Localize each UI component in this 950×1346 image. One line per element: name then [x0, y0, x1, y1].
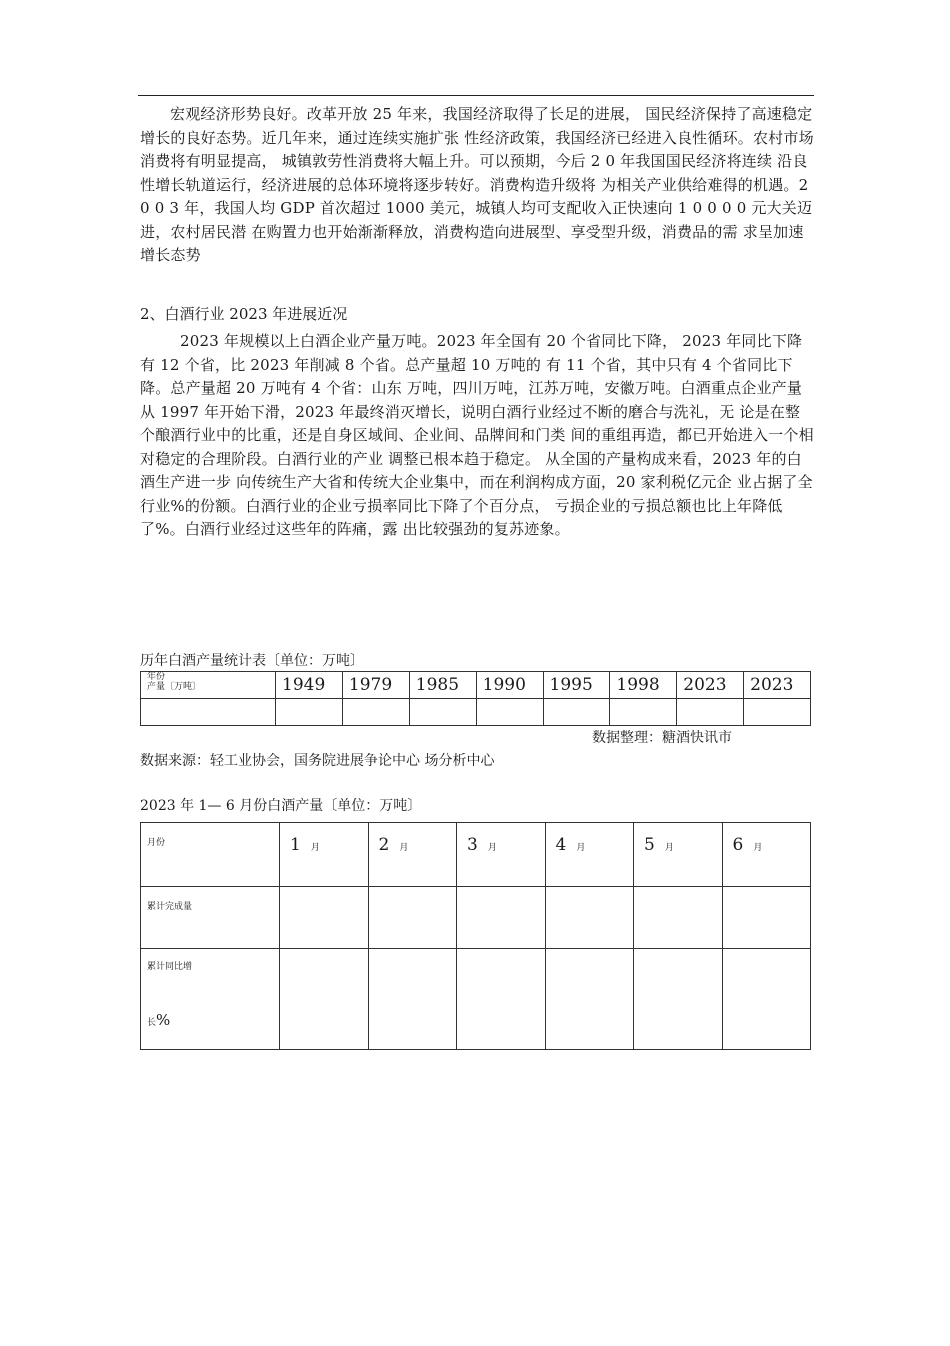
- cumulative-growth-label-tail: [147, 1011, 170, 1029]
- value-cell: [744, 699, 811, 726]
- month-cell: [368, 823, 457, 887]
- value-cell: [543, 699, 610, 726]
- value-cell: [545, 949, 634, 1050]
- year-cell: 1998: [610, 672, 677, 699]
- monthly-production-table: [140, 822, 811, 1050]
- table-row: [141, 699, 811, 726]
- month-number: 1: [290, 835, 301, 855]
- month-unit: 月: [576, 843, 586, 853]
- value-cell: [276, 699, 343, 726]
- body-paragraph: 2023 年规模以上白酒企业产量万吨。2023 年全国有 20 个省同比下降， 2023 年同比下降有 12 个省，比 2023 年削减 8 个省。总产量超 10 万吨的 有 11 个省，其中只有 4 个省同比下降。总产量超 20 万吨有 4 个省：山东 万吨，四川万吨，江苏万吨，安徽万吨。白酒重点企业产量从 1997 年开始下滑，2023 年最终消灭增长，说明白酒行业经过不断的磨合与洗礼，无 论是在整个酿酒行业中的比重，还是自身区域间、企业间、品牌间和门类 间的重组再造，都已开始进入一个相对稳定的合理阶段。白酒行业的产业 调整已根本趋于稳定。 从全国的产量构成来看，2023 年的白酒生产进一步 向传统生产大省和传统大企业集中，而在利润构成方面，20 家利税亿元企 业占据了全行业%的份额。白酒行业的企业亏损率同比下降了个百分点， 亏损企业的亏损总额也比上年降低了%。白酒行业经过这些年的阵痛，露 出比较强劲的复苏迹象。: [140, 332, 814, 538]
- value-cell: [634, 949, 723, 1050]
- intro-paragraph: 宏观经济形势良好。改革开放 25 年来，我国经济取得了长足的进展， 国民经济保持了高速稳定增长的良好态势。近几年来，通过连续实施扩张 性经济政策，我国经济已经进入良性循环。农村市场消费将有明显提高， 城镇敦劳性消费将大幅上升。可以预期，今后 2 0 年我国国民经济将连续 沿良性增长轨道运行，经济进展的总体环境将逐步转好。消费构造升级将 为相关产业供给难得的机遇。2 0 0 3 年，我国人均 GDP 首次超过 1000 美元，城镇人均可支配收入正快速向 1 0 0 0 0 元大关迈进，农村居民潜 在购置力也开始渐渐释放，消费构造向进展型、享受型升级，消费品的需 求呈加速增长态势: [140, 105, 814, 264]
- value-cell: [677, 699, 744, 726]
- month-header-label: 月份: [141, 823, 280, 887]
- value-cell: [457, 887, 546, 949]
- month-unit: 月: [753, 843, 763, 853]
- month-cell: [634, 823, 723, 887]
- value-cell: [368, 949, 457, 1050]
- year-cell: 1985: [409, 672, 476, 699]
- section-title: 2、白酒行业 2023 年进展近况: [140, 305, 348, 323]
- month-unit: 月: [487, 843, 497, 853]
- table-row: [141, 672, 811, 699]
- cumulative-output-label: 累计完成量: [141, 887, 280, 949]
- value-cell: [368, 887, 457, 949]
- cumulative-growth-label: 累计同比增: [147, 962, 193, 972]
- table-row: [141, 887, 811, 949]
- table1-caption: 历年白酒产量统计表〔单位：万吨〕: [140, 653, 364, 669]
- year-cell: 2023: [744, 672, 811, 699]
- value-cell: [610, 699, 677, 726]
- month-number: 4: [555, 835, 567, 855]
- value-cell: [280, 949, 369, 1050]
- header-cell: [141, 672, 276, 699]
- cumulative-growth-label-cell: [141, 949, 280, 1050]
- value-cell: [457, 949, 546, 1050]
- value-cell: [409, 699, 476, 726]
- growth-label-char: 长: [147, 1018, 157, 1028]
- month-cell: [457, 823, 546, 887]
- month-number: 2: [378, 835, 390, 855]
- month-number: 6: [732, 835, 744, 855]
- month-unit: 月: [310, 843, 320, 853]
- table-row: [141, 823, 811, 887]
- value-cell: [280, 887, 369, 949]
- month-cell: [722, 823, 811, 887]
- value-cell: [634, 887, 723, 949]
- table-row: [141, 949, 811, 1050]
- table2-caption: 2023 年 1— 6 月份白酒产量〔单位：万吨〕: [140, 798, 422, 814]
- data-compiler-note: 数据整理：糖酒快讯市: [592, 730, 732, 746]
- month-number: 5: [644, 835, 655, 855]
- year-cell: 2023: [677, 672, 744, 699]
- year-cell: 1990: [476, 672, 543, 699]
- header-output-label: 产量〔万吨〕: [147, 682, 202, 692]
- month-unit: 月: [664, 843, 674, 853]
- data-source-note: 数据来源：轻工业协会，国务院进展争论中心 场分析中心: [140, 753, 495, 769]
- month-cell: [545, 823, 634, 887]
- year-cell: 1995: [543, 672, 610, 699]
- value-cell: [141, 699, 276, 726]
- value-cell: [545, 887, 634, 949]
- annual-production-table: [140, 671, 811, 726]
- value-cell: [342, 699, 409, 726]
- month-number: 3: [467, 835, 478, 855]
- year-cell: 1979: [342, 672, 409, 699]
- value-cell: [722, 887, 811, 949]
- header-year-label: 年份: [147, 672, 166, 682]
- top-rule: [138, 95, 814, 96]
- value-cell: [722, 949, 811, 1050]
- month-cell: [280, 823, 369, 887]
- percent-sign: %: [156, 1011, 171, 1029]
- value-cell: [476, 699, 543, 726]
- month-unit: 月: [399, 843, 409, 853]
- year-cell: 1949: [276, 672, 343, 699]
